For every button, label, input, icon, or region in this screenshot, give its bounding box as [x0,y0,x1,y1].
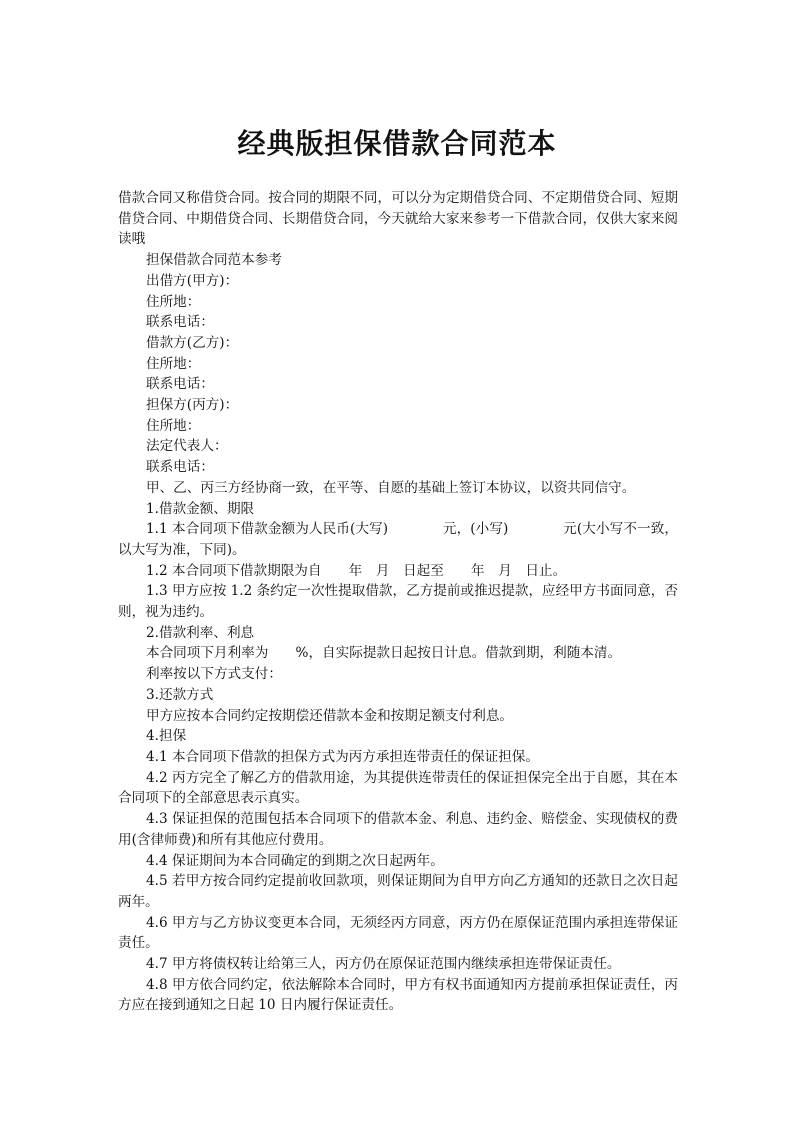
borrower-phone-label: 联系电话： [146,376,214,393]
clause-4-7: 4.7 甲方将债权转让给第三人，丙方仍在原保证范围内继续承担连带保证责任。 [146,956,621,973]
borrower-address-label: 住所地： [146,355,201,372]
lender-address-label: 住所地： [146,293,201,310]
guarantor-phone-label: 联系电话： [146,459,214,476]
clause-2-payment: 利率按以下方式支付： [146,666,282,683]
clause-1-2: 1.2 本合同项下借款期限为自 年 月 日起至 年 月 日止。 [146,562,567,579]
clause-1-1: 1.1 本合同项下借款金额为人民币(大写) 元，(小写) 元(大小写不一致，以大写为准，下同)。 [118,521,678,558]
clause-4-2: 4.2 丙方完全了解乙方的借款用途，为其提供连带责任的保证担保完全出于自愿，其在本合同项下的全部意思表示真实。 [118,769,678,807]
clause-1-3: 1.3 甲方应按 1.2 条约定一次性提取借款，乙方提前或推迟提款，应经甲方书面同意，否则，视为违约。 [118,583,678,621]
clause-heading-1: 1.借款金额、期限 [146,500,255,517]
clause-heading-3: 3.还款方式 [146,686,214,703]
document-body [118,188,678,1016]
clause-3-text: 甲方应按本合同约定按期偿还借款本金和按期足额支付利息。 [146,707,514,724]
clause-4-8: 4.8 甲方依合同约定，依法解除本合同时，甲方有权书面通知丙方提前承担保证责任，丙方应在接到通知之日起 10 日内履行保证责任。 [118,976,678,1014]
agreement-preamble: 甲、乙、丙三方经协商一致，在平等、自愿的基础上签订本协议，以资共同信守。 [146,479,636,496]
clause-4-5: 4.5 若甲方按合同约定提前收回款项，则保证期间为自甲方向乙方通知的还款日之次日起两年。 [118,873,678,910]
section-heading: 担保借款合同范本参考 [146,252,282,269]
guarantor-label: 担保方(丙方)： [146,397,239,414]
guarantor-address-label: 住所地： [146,417,201,434]
lender-label: 出借方(甲方)： [146,272,239,289]
clause-4-1: 4.1 本合同项下借款的担保方式为丙方承担连带责任的保证担保。 [146,748,539,765]
clause-heading-2: 2.借款利率、利息 [146,624,255,641]
clause-heading-4: 4.担保 [146,728,187,745]
clause-2-rate: 本合同项下月利率为 %，自实际提款日起按日计息。借款到期，利随本清。 [146,645,622,662]
intro-paragraph: 借款合同又称借贷合同。按合同的期限不同，可以分为定期借贷合同、不定期借贷合同、短期借贷合同、中期借贷合同、长期借贷合同，今天就给大家来参考一下借款合同，仅供大家来阅读哦 [118,190,678,248]
page-title: 经典版担保借款合同范本 [237,127,557,160]
lender-phone-label: 联系电话： [146,314,214,331]
clause-4-6: 4.6 甲方与乙方协议变更本合同，无须经丙方同意，丙方仍在原保证范围内承担连带保证责任。 [118,914,678,952]
borrower-label: 借款方(乙方)： [146,334,239,351]
clause-4-4: 4.4 保证期间为本合同确定的到期之次日起两年。 [146,852,444,869]
clause-4-3: 4.3 保证担保的范围包括本合同项下的借款本金、利息、违约金、赔偿金、实现债权的费用(含律师费)和所有其他应付费用。 [118,811,678,848]
legal-representative-label: 法定代表人： [146,438,228,455]
